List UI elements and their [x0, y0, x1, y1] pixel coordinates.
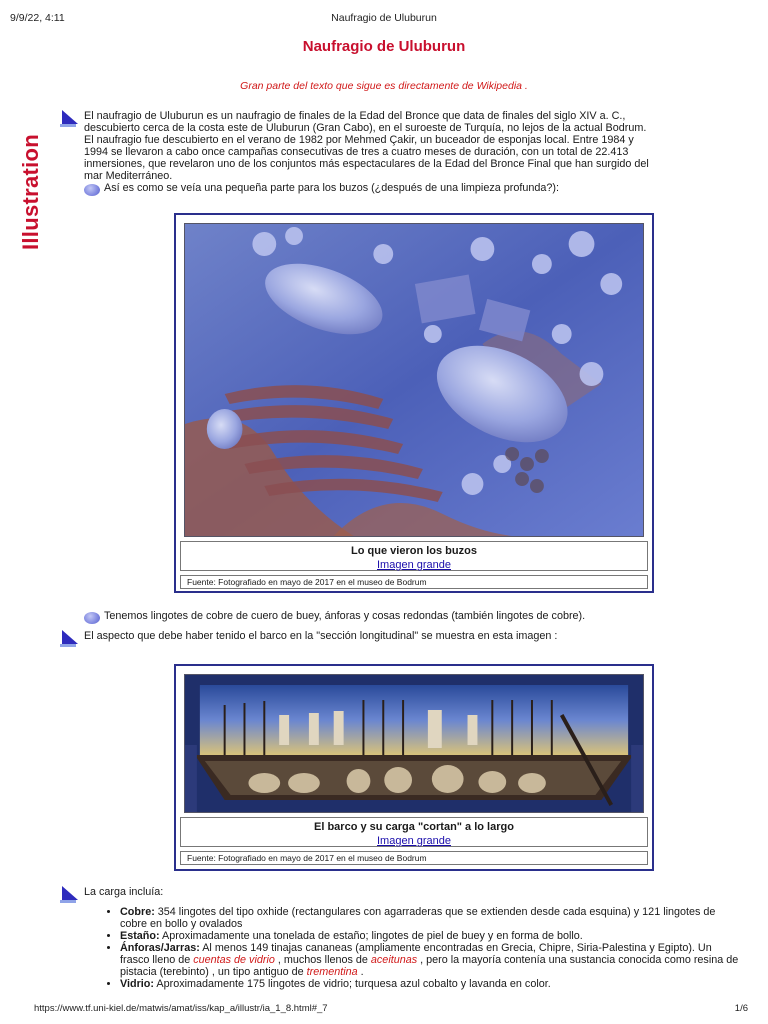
illustration-label-text: Illustration: [18, 133, 43, 251]
figure-source: Fuente: Fotografiado en mayo de 2017 en el museo de Bodrum: [180, 575, 648, 589]
print-header: [10, 12, 758, 26]
intro-line: El naufragio de Uluburun es un naufragio de finales de la Edad del Bronce que data de finales del siglo XIV a. C.,: [84, 110, 626, 122]
figure-divers: [174, 213, 654, 593]
caption-title: Lo que vieron los buzos: [351, 545, 477, 557]
blue-dot-icon: [84, 184, 100, 196]
cargo-item-text: , pero la mayoría contenía una sustancia conocida como resina de pistacia (terebinto) , un tipo antiguo de: [120, 954, 739, 978]
ship-model-illustration: [185, 675, 643, 812]
ingots-text: Tenemos lingotes de cobre de cuero de buey, ánforas y cosas redondas (también lingotes de cobre).: [104, 610, 586, 622]
cargo-item-label: Ánforas/Jarras:: [120, 942, 200, 954]
print-footer-page: 1/6: [734, 1003, 748, 1014]
blue-triangle-icon: [62, 630, 78, 644]
section-text: El aspecto que debe haber tenido el barco en la "sección longitudinal" se muestra en esta imagen :: [84, 630, 558, 642]
photo-ship-model[interactable]: [184, 674, 644, 813]
print-datetime: 9/9/22, 4:11: [10, 12, 65, 24]
figure-caption: [180, 817, 648, 847]
list-item: [120, 942, 740, 978]
list-item: [120, 930, 740, 942]
cargo-item-text: Al menos 149 tinajas cananeas (ampliamente encontradas en Grecia, Chipre, Siria-Palestina y Egipto). Un frasco lleno de: [120, 942, 712, 966]
triangle-shadow: [60, 644, 76, 647]
turpentine-link[interactable]: trementina: [306, 966, 358, 978]
intro-line: 1994 se llevaron a cabo once campañas consecutivas de tres a cuatro meses de duración, con un total de 22.413: [84, 146, 629, 158]
glass-beads-link[interactable]: cuentas de vidrio: [193, 954, 275, 966]
intro-paragraph: [84, 110, 724, 182]
illustration-side-label: [16, 133, 46, 251]
cargo-item-text: 354 lingotes del tipo oxhide (rectangulares con agarraderas que se extienden desde cada esquina) y 121 lingotes de cobre en bollo y ovalados: [120, 906, 716, 930]
cargo-item-label: Cobre:: [120, 906, 155, 918]
cargo-item-label: Estaño:: [120, 930, 160, 942]
intro-line: inmersiones, que revelaron uno de los conjuntos más espectaculares de la Edad del Bronce Final que han surgido del: [84, 158, 649, 170]
print-doc-title: Naufragio de Uluburun: [331, 12, 437, 24]
photo-wreck-seabed[interactable]: [184, 223, 644, 537]
wreck-photo-illustration: [185, 224, 643, 536]
cargo-item-text: .: [357, 966, 364, 978]
triangle-shadow: [60, 124, 76, 127]
page-title: Naufragio de Uluburun: [302, 38, 466, 55]
wikipedia-note: Gran parte del texto que sigue es directamente de Wikipedia .: [240, 80, 528, 92]
list-item: [120, 906, 740, 930]
cargo-item-text: , muchos llenos de: [274, 954, 371, 966]
cargo-item-text: Aproximadamente una tonelada de estaño; lingotes de piel de buey y en forma de bollo.: [159, 930, 583, 942]
cargo-item-label: Vidrio:: [120, 978, 154, 990]
figure-caption: [180, 541, 648, 571]
blue-triangle-icon: [62, 110, 78, 124]
cargo-list: [104, 906, 740, 990]
blue-dot-icon: [84, 612, 100, 624]
triangle-shadow: [60, 900, 76, 903]
intro-line: mar Mediterráneo.: [84, 170, 173, 182]
figure-ship-section: [174, 664, 654, 871]
large-image-link[interactable]: Imagen grande: [377, 835, 451, 847]
large-image-link[interactable]: Imagen grande: [377, 559, 451, 571]
intro-line: descubierto cerca de la costa este de Uluburun (Gran Cabo), en el suroeste de Turquía, no lejos de la actual Bodrum.: [84, 122, 647, 134]
intro-line: El naufragio fue descubierto en el verano de 1982 por Mehmed Çakir, un buceador de esponjas local. Entre 1984 y: [84, 134, 634, 146]
blue-triangle-icon: [62, 886, 78, 900]
caption-title: El barco y su carga "cortan" a lo largo: [314, 821, 514, 833]
print-footer-url: https://www.tf.uni-kiel.de/matwis/amat/iss/kap_a/illustr/ia_1_8.html#_7: [34, 1003, 328, 1014]
divers-text: Así es como se veía una pequeña parte para los buzos (¿después de una limpieza profunda?):: [104, 182, 559, 194]
list-item: [120, 978, 740, 990]
cargo-item-text: Aproximadamente 175 lingotes de vidrio; turquesa azul cobalto y lavanda en color.: [154, 978, 551, 990]
cargo-intro: La carga incluía:: [84, 886, 164, 898]
figure-source: Fuente: Fotografiado en mayo de 2017 en el museo de Bodrum: [180, 851, 648, 865]
olives-link[interactable]: aceitunas: [370, 954, 418, 966]
